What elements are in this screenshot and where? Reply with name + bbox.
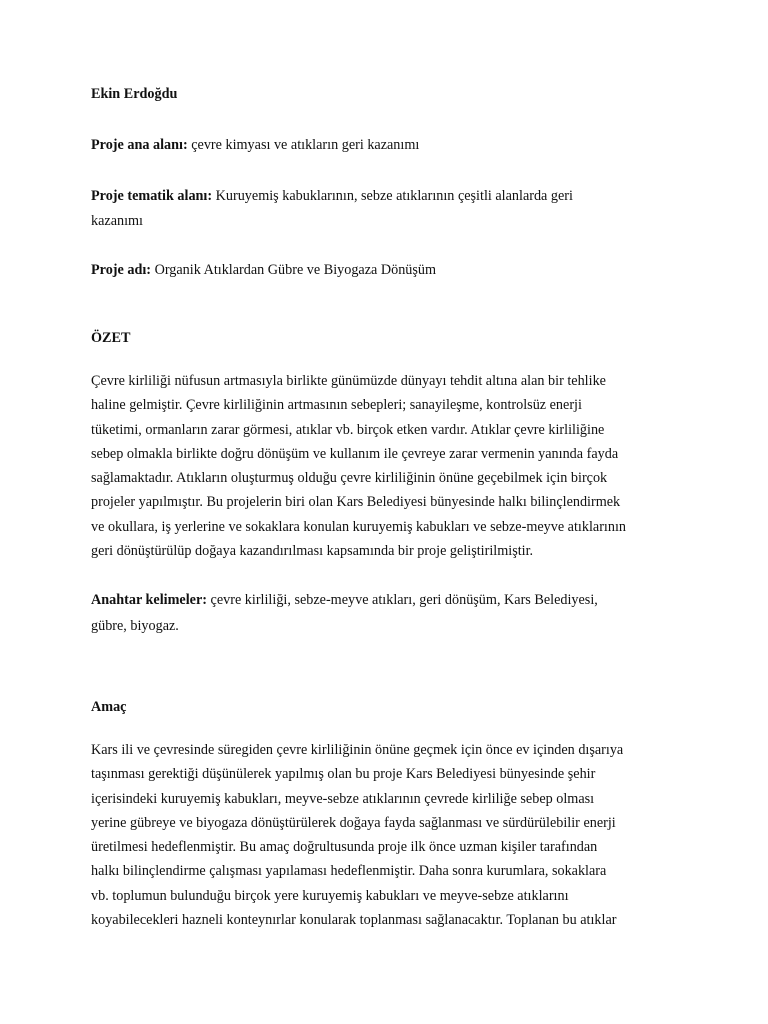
- thematic-area-label: Proje tematik alanı:: [91, 188, 213, 204]
- purpose-line: taşınması gerektiği düşünülerek yapılmış olan bu proje Kars Belediyesi bünyesinde şehir: [91, 766, 596, 783]
- summary-line: ve okullara, iş yerlerine ve sokaklara konulan kuruyemiş kabukları ve sebze-meyve atıklarının: [91, 518, 626, 535]
- thematic-area-field: [91, 184, 683, 234]
- thematic-area-value-line2: kazanımı: [91, 213, 143, 229]
- project-name-value: Organik Atıklardan Gübre ve Biyogaza Dönüşüm: [154, 262, 437, 278]
- purpose-paragraph: [91, 738, 683, 932]
- thematic-area-value-line1: Kuruyemiş kabuklarının, sebze atıklarının çeşitli alanlarda geri: [215, 188, 573, 204]
- purpose-line: Kars ili ve çevresinde süregiden çevre kirliliğinin önüne geçmek için önce ev içinden dışarıya: [91, 742, 624, 758]
- summary-line: haline gelmiştir. Çevre kirliliğinin artmasının sebepleri; sanayileşme, kontrolsüz enerji: [91, 397, 582, 414]
- summary-heading: ÖZET: [91, 330, 131, 346]
- author-name: Ekin Erdoğdu: [91, 86, 178, 102]
- purpose-line: yerine gübreye ve biyogaza dönüştürülerek doğaya fayda sağlanması ve sürdürülebilir enerji: [91, 814, 616, 831]
- summary-line: tüketimi, ormanların zarar görmesi, atıklar vb. birçok etken vardır. Atıklar çevre kirliliğine: [91, 421, 605, 438]
- summary-line: geri dönüştürülüp doğaya kazandırılması kapsamında bir proje geliştirilmiştir.: [91, 543, 534, 560]
- main-area-label: Proje ana alanı:: [91, 137, 188, 153]
- main-area-field: [91, 133, 683, 158]
- keywords-block: [91, 587, 683, 639]
- purpose-line: üretilmesi hedeflenmiştir. Bu amaç doğrultusunda proje ilk önce uzman kişiler tarafından: [91, 839, 598, 856]
- purpose-line: koyabilecekleri hazneli konteynırlar konularak toplanması sağlanacaktır. Toplanan bu atıklar: [91, 912, 617, 929]
- summary-line: Çevre kirliliği nüfusun artmasıyla birlikte günümüzde dünyayı tehdit altına alan bir tehlike: [91, 373, 606, 389]
- main-area-value: çevre kimyası ve atıkların geri kazanımı: [191, 137, 420, 153]
- purpose-line: içerisindeki kuruyemiş kabukları, meyve-sebze atıklarının çevrede kirliliğe sebep olması: [91, 790, 595, 807]
- keywords-label: Anahtar kelimeler:: [91, 592, 207, 608]
- purpose-line: vb. toplumun bulunduğu birçok yere kuruyemiş kabukları ve meyve-sebze atıklarını: [91, 887, 569, 904]
- summary-paragraph: [91, 369, 683, 563]
- summary-line: projeler yapılmıştır. Bu projelerin biri olan Kars Belediyesi bünyesinde halkı bilinçlendirmek: [91, 494, 621, 511]
- purpose-heading: Amaç: [91, 699, 127, 715]
- purpose-line: halkı bilinçlendirme çalışması yapılaması hedeflenmiştir. Daha sonra kurumlara, sokaklara: [91, 863, 607, 880]
- keywords-line1: çevre kirliliği, sebze-meyve atıkları, geri dönüşüm, Kars Belediyesi,: [210, 592, 598, 608]
- project-name-label: Proje adı:: [91, 262, 152, 278]
- summary-line: sağlamaktadır. Atıkların oluşturmuş olduğu çevre kirliliğinin önüne geçebilmek için birçok: [91, 470, 608, 487]
- keywords-line2: gübre, biyogaz.: [91, 618, 179, 634]
- project-name-field: [91, 258, 683, 283]
- summary-line: sebep olmakla birlikte doğru dönüşüm ve kullanım ile çevreye zarar vermenin yanında fayda: [91, 445, 619, 462]
